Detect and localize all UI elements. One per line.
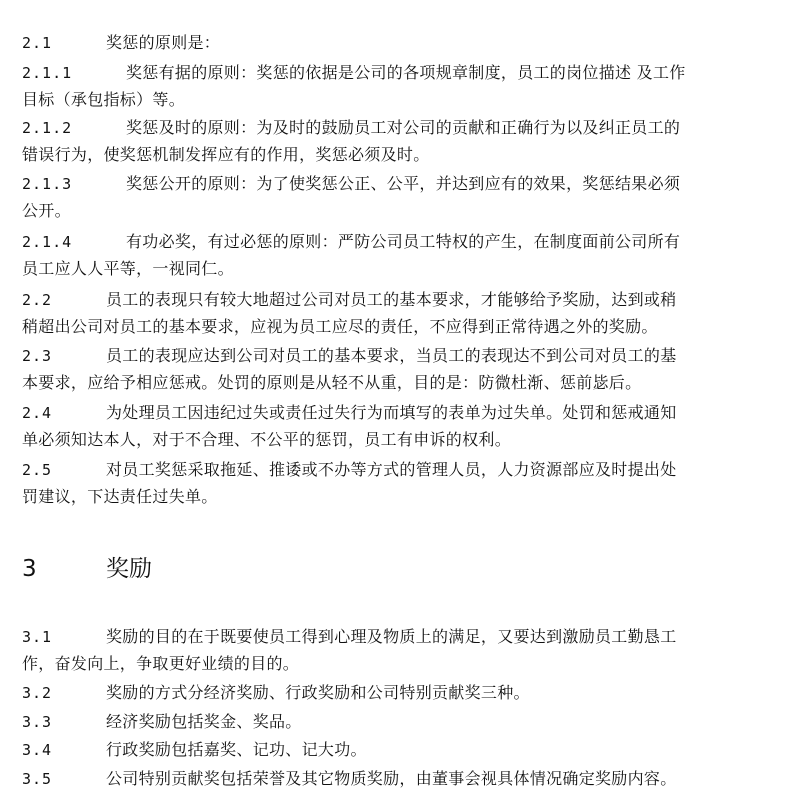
clause-number: 3.1: [22, 628, 53, 646]
clause-text: 奖惩及时的原则：为及时的鼓励员工对公司的贡献和正确行为以及纠正员工的: [126, 118, 681, 137]
clause-number: 2.1.1: [22, 64, 73, 82]
clause-text: 行政奖励包括嘉奖、记功、记大功。: [106, 740, 367, 759]
clause-text: 奖惩的原则是：: [106, 33, 221, 52]
clause-text-continuation: 罚建议，下达责任过失单。: [22, 486, 218, 506]
clause-text-continuation: 作，奋发向上，争取更好业绩的目的。: [22, 653, 300, 673]
clause-text: 员工的表现应达到公司对员工的基本要求，当员工的表现达不到公司对员工的基: [106, 346, 677, 365]
clause-text-continuation: 单必须知达本人，对于不合理、不公平的惩罚，员工有申诉的权利。: [22, 429, 512, 449]
clause-3-2: [22, 680, 782, 707]
clause-text: 奖惩有据的原则：奖惩的依据是公司的各项规章制度，员工的岗位描述 及工作: [126, 63, 686, 82]
clause-2-1-2: [22, 115, 782, 168]
clause-2-1-1: [22, 60, 782, 113]
clause-text-continuation: 员工应人人平等，一视同仁。: [22, 258, 234, 278]
clause-number: 2.2: [22, 291, 53, 309]
clause-3-5: [22, 766, 782, 793]
clause-text: 员工的表现只有较大地超过公司对员工的基本要求，才能够给予奖励，达到或稍: [106, 290, 677, 309]
clause-text: 有功必奖，有过必惩的原则：严防公司员工特权的产生，在制度面前公司所有: [126, 232, 681, 251]
clause-number: 2.1.2: [22, 119, 73, 137]
clause-text-continuation: 公开。: [22, 200, 71, 220]
section-heading: [22, 553, 152, 585]
clause-number: 2.1.4: [22, 233, 73, 251]
clause-2-1-4: [22, 229, 782, 282]
clause-text-continuation: 本要求，应给予相应惩戒。处罚的原则是从轻不从重，目的是：防微杜渐、惩前毖后。: [22, 372, 642, 392]
clause-text: 经济奖励包括奖金、奖品。: [106, 712, 302, 731]
clause-2-1: [22, 30, 782, 57]
clause-number: 2.1: [22, 34, 53, 52]
clause-3-4: [22, 737, 782, 764]
clause-3-1: [22, 624, 782, 677]
clause-number: 2.1.3: [22, 175, 73, 193]
clause-2-4: [22, 400, 782, 453]
clause-2-5: [22, 457, 782, 510]
clause-number: 3.4: [22, 741, 53, 759]
clause-number: 3.2: [22, 684, 53, 702]
clause-text: 奖惩公开的原则：为了使奖惩公正、公平，并达到应有的效果，奖惩结果必须: [126, 174, 681, 193]
clause-text: 奖励的目的在于既要使员工得到心理及物质上的满足，又要达到激励员工勤恳工: [106, 627, 677, 646]
section-number: 3: [22, 556, 37, 582]
clause-number: 2.5: [22, 461, 53, 479]
clause-2-3: [22, 343, 782, 396]
clause-text-continuation: 错误行为，使奖惩机制发挥应有的作用，奖惩必须及时。: [22, 144, 430, 164]
clause-number: 3.3: [22, 713, 53, 731]
clause-text: 对员工奖惩采取拖延、推诿或不办等方式的管理人员，人力资源部应及时提出处: [106, 460, 677, 479]
clause-2-1-3: [22, 171, 782, 224]
section-title: 奖励: [106, 556, 152, 582]
clause-3-3: [22, 709, 782, 736]
clause-text-continuation: 稍超出公司对员工的基本要求，应视为员工应尽的责任，不应得到正常待遇之外的奖励。: [22, 316, 658, 336]
clause-number: 3.5: [22, 770, 53, 788]
clause-text: 为处理员工因违纪过失或责任过失行为而填写的表单为过失单。处罚和惩戒通知: [106, 403, 677, 422]
clause-number: 2.4: [22, 404, 53, 422]
clause-number: 2.3: [22, 347, 53, 365]
clause-2-2: [22, 287, 782, 340]
clause-text-continuation: 目标（承包指标）等。: [22, 89, 186, 109]
clause-text: 奖励的方式分经济奖励、行政奖励和公司特别贡献奖三种。: [106, 683, 530, 702]
clause-text: 公司特别贡献奖包括荣誉及其它物质奖励，由董事会视具体情况确定奖励内容。: [106, 769, 677, 788]
